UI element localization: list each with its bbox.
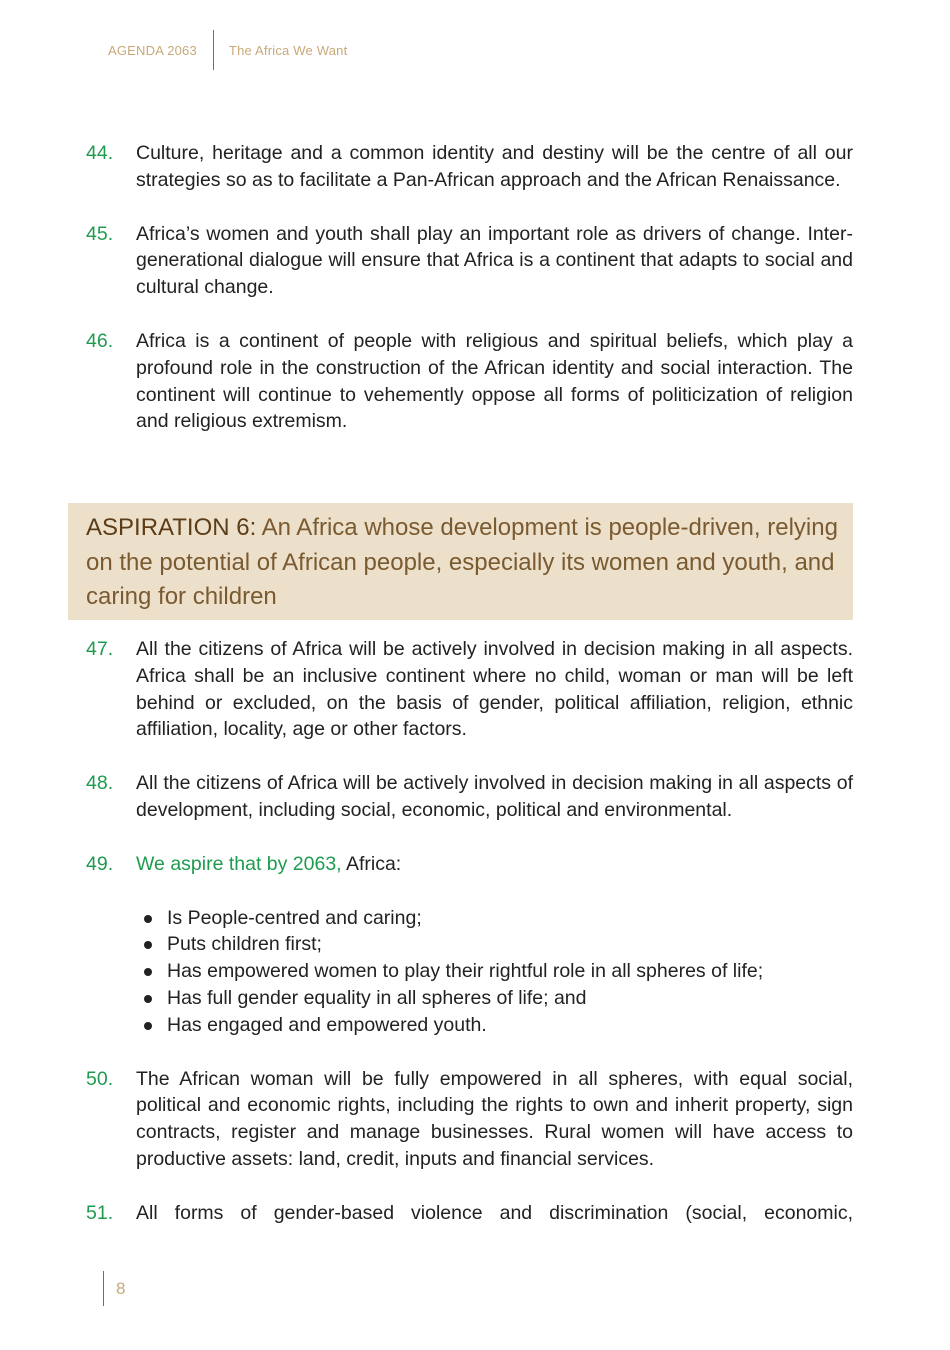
aspiration-label: ASPIRATION 6:	[86, 514, 257, 541]
paragraph-number: 48.	[86, 772, 114, 795]
list-item: Is People-centred and caring;	[136, 905, 853, 932]
list-item: Puts children first;	[136, 931, 853, 958]
running-header	[108, 30, 347, 70]
paragraph-text: Africa’s women and youth shall play an important role as drivers of change. Inter-generational dialogue will ensure that Africa is a continent that adapts to social and cultural change.	[136, 222, 853, 299]
paragraph-48	[86, 770, 853, 824]
paragraph-number: 51.	[86, 1201, 114, 1224]
bullet-icon	[144, 968, 152, 976]
paragraph-text: All forms of gender-based violence and discrimination (social, economic,	[136, 1201, 853, 1224]
paragraph-text: The African woman will be fully empowered in all spheres, with equal social, political and economic rights, including the rights to own and inherit property, sign contracts, register and manage businesses. Rural women will have access to productive assets: land, credit, inputs and financial services.	[136, 1067, 853, 1170]
paragraph-number: 50.	[86, 1067, 114, 1090]
list-item: Has full gender equality in all spheres of life; and	[136, 985, 853, 1012]
paragraph-number: 45.	[86, 222, 114, 245]
paragraph-lead-rest: Africa:	[341, 852, 402, 875]
bullet-icon	[144, 941, 152, 949]
paragraph-number: 49.	[86, 852, 114, 875]
paragraph-text: All the citizens of Africa will be actively involved in decision making in all aspects of development, including social, economic, political and environmental.	[136, 772, 853, 821]
list-item: Has empowered women to play their rightful role in all spheres of life;	[136, 958, 853, 985]
header-divider	[213, 30, 214, 70]
paragraph-46	[86, 328, 853, 435]
paragraph-text: All the citizens of Africa will be actively involved in decision making in all aspects. Africa shall be an inclusive continent where no child, woman or man will be left behind or excluded, on the basis of gender, political affiliation, religion, ethnic affiliation, locality, age or other factors.	[136, 638, 853, 741]
paragraph-text: Africa is a continent of people with religious and spiritual beliefs, which play a profound role in the construction of the African identity and social interaction. The continent will continue to vehemently oppose all forms of politicization of religion and religious extremism.	[136, 329, 853, 433]
page-footer	[103, 1271, 125, 1306]
paragraph-51	[86, 1200, 853, 1227]
footer-divider	[103, 1271, 104, 1306]
paragraph-47	[86, 636, 853, 743]
paragraph-number: 46.	[86, 329, 114, 352]
header-subtitle: The Africa We Want	[228, 42, 348, 58]
paragraph-44	[86, 140, 853, 194]
list-item: Has engaged and empowered youth.	[136, 1012, 853, 1039]
paragraph-49	[86, 851, 853, 878]
upper-paragraphs	[86, 140, 853, 435]
paragraph-45	[86, 221, 853, 301]
paragraph-50	[86, 1066, 853, 1173]
paragraph-number: 47.	[86, 638, 114, 660]
aspiration-text: An Africa whose development is people-driven, relying on the potential of African people, especially its women and youth, and caring for children	[86, 514, 838, 610]
paragraph-text: Culture, heritage and a common identity and destiny will be the centre of all our strategies so as to facilitate a Pan-African approach and the African Renaissance.	[136, 142, 853, 191]
paragraph-number: 44.	[86, 142, 114, 164]
paragraph-lead-highlight: We aspire that by 2063,	[136, 852, 342, 875]
aspiration-bullet-list	[136, 905, 853, 1039]
bullet-icon	[144, 1022, 152, 1030]
lower-paragraphs	[86, 636, 853, 1227]
header-title: AGENDA 2063	[108, 42, 197, 58]
aspiration-6-banner	[68, 503, 853, 620]
paragraph-text	[136, 851, 853, 878]
bullet-icon	[144, 915, 152, 923]
page-number: 8	[116, 1278, 126, 1298]
bullet-icon	[144, 995, 152, 1003]
